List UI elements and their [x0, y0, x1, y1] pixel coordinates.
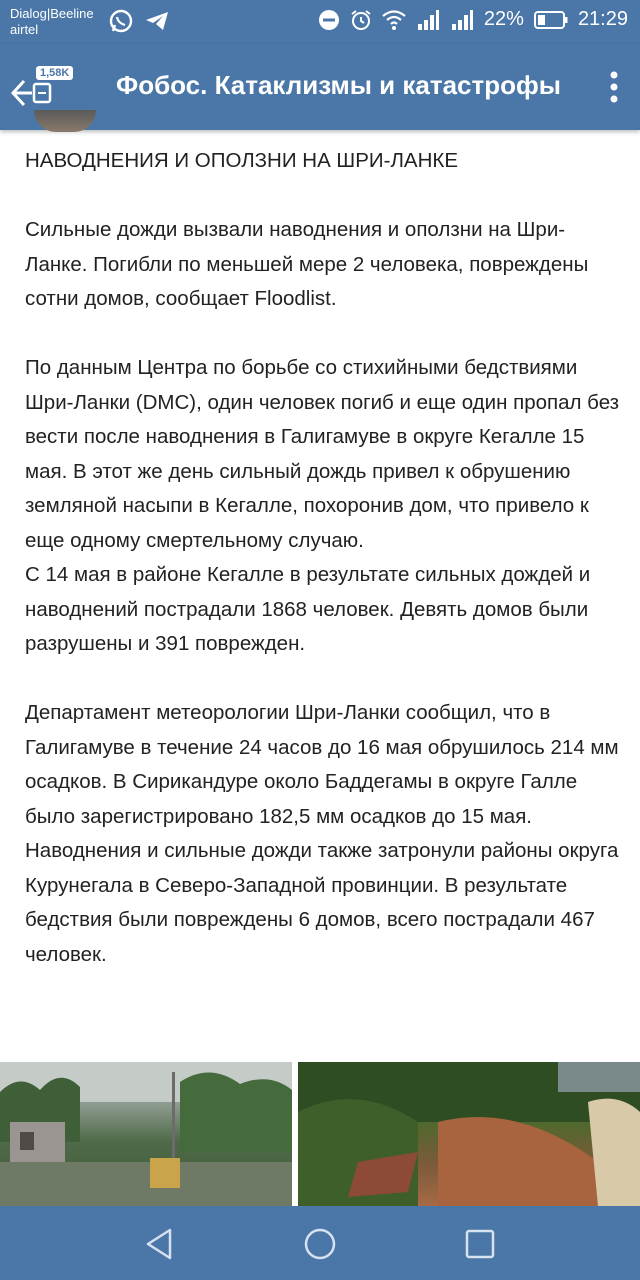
back-button[interactable] [10, 66, 80, 112]
post-paragraph-1: Сильные дожди вызвали наводнения и оползни на Шри-Ланке. Погибли по меньшей мере 2 человека, повреждены сотни домов, сообщает Floodlist. [25, 218, 589, 310]
carrier-line-2: airtel [10, 22, 39, 37]
more-options-icon[interactable] [610, 70, 618, 104]
post-paragraph-2: По данным Центра по борьбе со стихийными бедствиями Шри-Ланки (DMC), один человек погиб и еще один пропал без вести после наводнения в Галигамуве в округе Кегалле 15 мая. В этот же день сильный дождь привел к обрушению земляной насыпи в Кегалле, похоронив дом, что привело к еще одному смертельному случаю. [25, 356, 620, 552]
battery-icon [534, 11, 568, 29]
system-nav-bar [0, 1206, 640, 1280]
post-headline: НАВОДНЕНИЯ И ОПОЛЗНИ НА ШРИ-ЛАНКЕ [25, 149, 459, 172]
nav-back-icon[interactable] [140, 1224, 180, 1264]
back-arrow-icon [10, 78, 56, 113]
carrier-info [10, 6, 94, 38]
post-photos [0, 1062, 640, 1206]
signal-1-icon [416, 9, 440, 31]
post-paragraph-5: Наводнения и сильные дожди также затронули районы округа Курунегала в Северо-Западной провинции. В результате бедствия были повреждены 6 домов, всего пострадали 467 человек. [25, 839, 619, 966]
wifi-icon [382, 9, 406, 31]
post-paragraph-3: С 14 мая в районе Кегалле в результате сильных дождей и наводнений пострадали 1868 человек. Девять домов были разрушены и 391 поврежден. [25, 563, 591, 655]
alarm-icon [350, 9, 372, 31]
dnd-icon [318, 9, 340, 31]
battery-percent: 22% [483, 8, 524, 30]
telegram-icon [144, 8, 170, 39]
channel-toolbar [0, 44, 640, 130]
nav-recents-icon[interactable] [460, 1224, 500, 1264]
landslide-photo[interactable] [298, 1062, 640, 1206]
flood-photo[interactable] [0, 1062, 292, 1206]
signal-2-icon [450, 9, 474, 31]
post-body [25, 144, 621, 972]
status-bar [0, 0, 640, 44]
channel-title[interactable]: Фобос. Катаклизмы и катастрофы [116, 70, 561, 100]
whatsapp-icon [108, 8, 134, 39]
clock-time: 21:29 [577, 8, 628, 30]
nav-home-icon[interactable] [300, 1224, 340, 1264]
carrier-line-1: Dialog|Beeline [10, 6, 94, 21]
views-badge: 1,58K [36, 66, 73, 80]
post-paragraph-4: Департамент метеорологии Шри-Ланки сообщил, что в Галигамуве в течение 24 часов до 16 мая обрушилось 214 мм осадков. В Сирикандуре около Баддегамы в округе Галле было зарегистрировано 182,5 мм осадков до 15 мая. [25, 701, 619, 828]
